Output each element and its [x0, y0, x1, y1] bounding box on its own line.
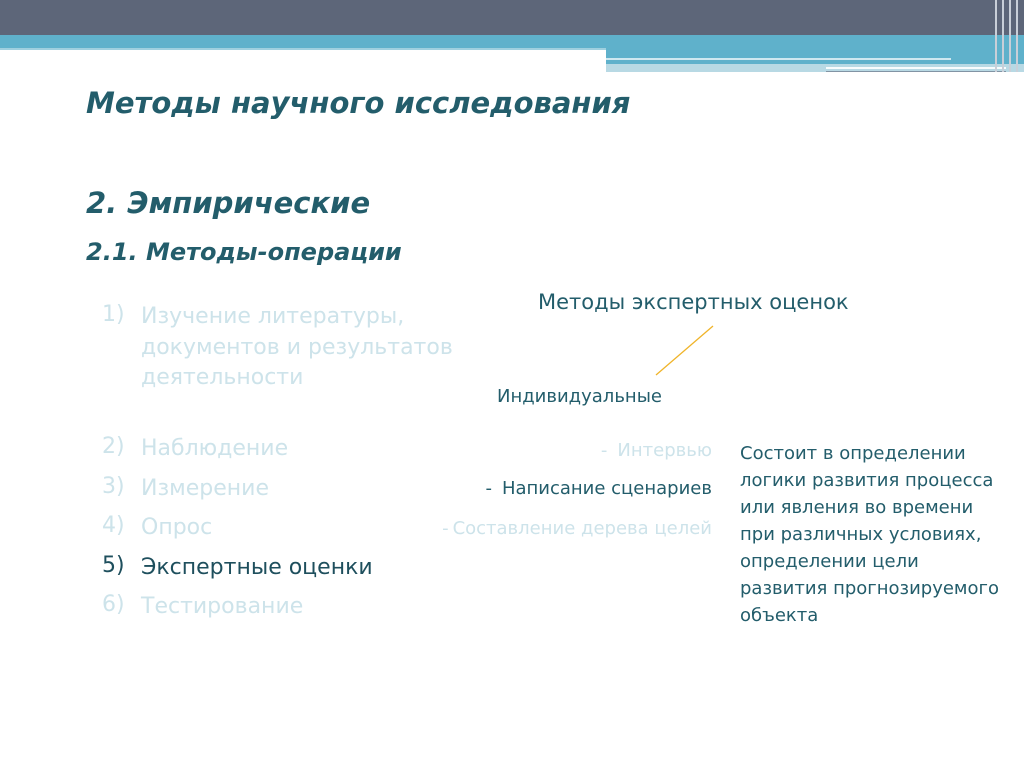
header-vertical-stripe: [995, 0, 997, 72]
individual-label: Индивидуальные: [497, 386, 662, 407]
list-item-number: 5): [102, 553, 125, 578]
method-scenarios: [422, 478, 712, 499]
header-vertical-stripe: [1016, 0, 1018, 72]
header-blue-band: [0, 35, 1024, 48]
list-item-number: 3): [102, 474, 125, 499]
header-vertical-stripe: [1009, 0, 1011, 72]
experts-heading: Методы экспертных оценок: [538, 290, 849, 314]
bullet-dash: -: [600, 440, 608, 461]
method-goal-tree: [440, 515, 712, 542]
list-item-text: Экспертные оценки: [141, 555, 373, 580]
slide-title: Методы научного исследования: [86, 86, 631, 120]
method-interview: [500, 440, 712, 461]
header-accent-line: [606, 58, 951, 60]
header-accent-line: [826, 67, 1006, 69]
section-title: 2. Эмпирические: [86, 186, 371, 220]
list-item-number: 1): [102, 302, 125, 327]
list-item-number: 4): [102, 513, 125, 538]
subsection-title: 2.1. Методы-операции: [86, 238, 402, 266]
header-thin-line: [0, 48, 606, 50]
list-item-number: 2): [102, 434, 125, 459]
list-item-text: Опрос: [141, 515, 213, 540]
method-text: Интервью: [617, 440, 712, 461]
connector-line: [650, 322, 720, 380]
list-item-text: Тестирование: [141, 594, 304, 619]
method-text: Написание сценариев: [501, 478, 712, 499]
method-text: Составление дерева целей: [452, 518, 712, 539]
connector-line-stroke: [656, 326, 713, 375]
list-item-text: Наблюдение: [141, 436, 289, 461]
list-item-text: Измерение: [141, 476, 270, 501]
list-item-number: 6): [102, 592, 125, 617]
header-vertical-stripe: [1002, 0, 1004, 72]
method-description: Состоит в определении логики развития процесса или явления во времени при различных условиях, определении цели развития прогнозируемого объекта: [740, 443, 999, 626]
bullet-dash: -: [485, 478, 492, 499]
header-right-blue-band: [606, 48, 1024, 64]
header-accent-line: [826, 71, 1006, 72]
list-item-text: Изучение литературы, документов и результатов деятельности: [141, 304, 453, 390]
bullet-dash: -: [442, 518, 449, 539]
header-dark-band: [0, 0, 1024, 35]
